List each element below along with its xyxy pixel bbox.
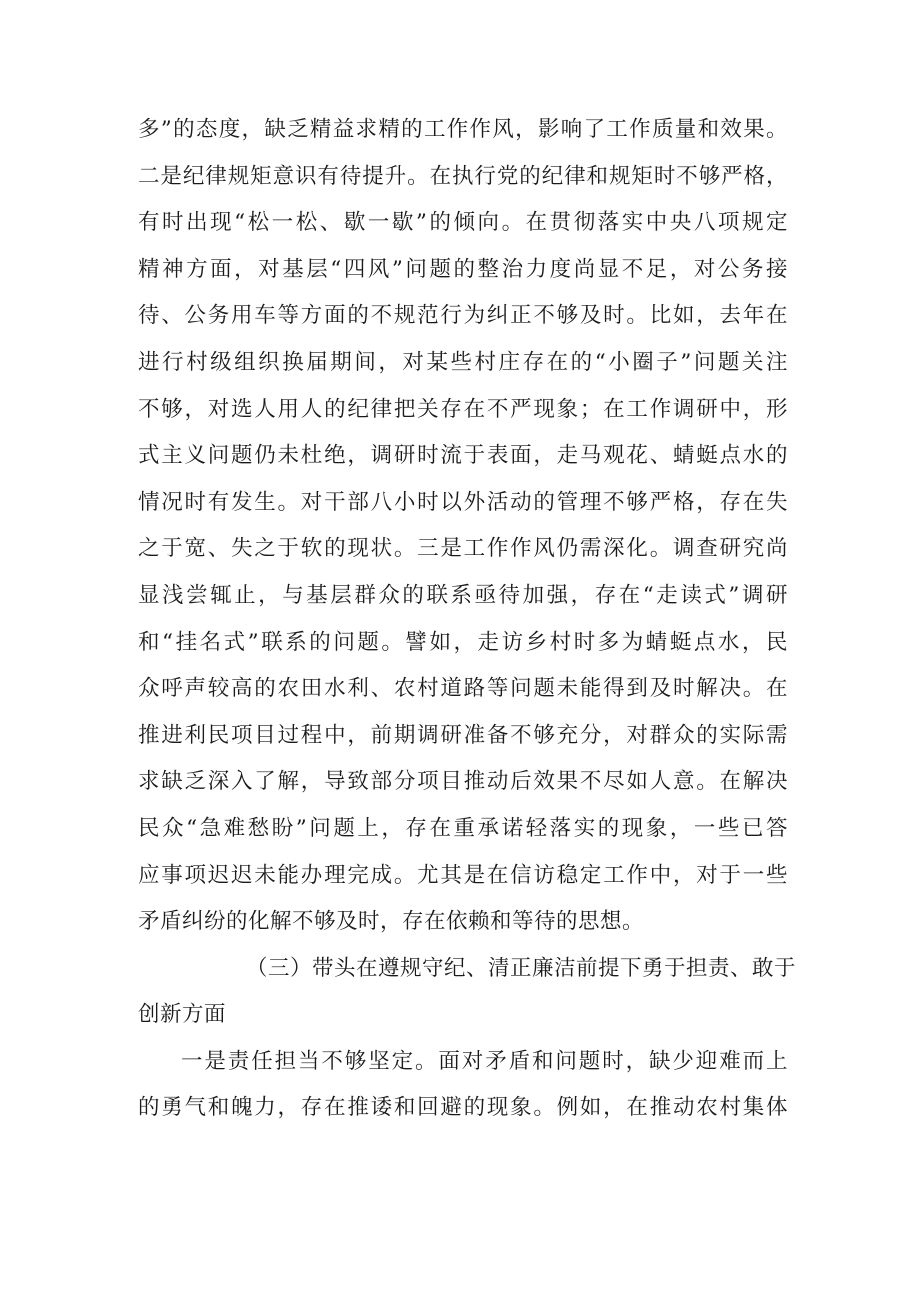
text-line: 的勇气和魄力，存在推诿和回避的现象。例如，在推动农村集体: [138, 1095, 788, 1121]
text-line: 二是纪律规矩意识有待提升。在执行党的纪律和规矩时不够严格，: [138, 163, 788, 189]
text-line: 推进利民项目过程中，前期调研准备不够充分，对群众的实际需: [138, 722, 788, 748]
body-paragraph: [138, 107, 788, 946]
text-line: 有时出现“松一松、歇一歇”的倾向。在贯彻落实中央八项规定: [138, 210, 788, 236]
heading-line: （三）带头在遵规守纪、清正廉洁前提下勇于担责、敢于: [246, 955, 797, 981]
text-line: 矛盾纠纷的化解不够及时，存在依赖和等待的思想。: [138, 909, 645, 935]
text-line: 一是责任担当不够坚定。面对矛盾和问题时，缺少迎难而上: [181, 1048, 788, 1074]
text-line: 求缺乏深入了解，导致部分项目推动后效果不尽如人意。在解决: [138, 769, 788, 795]
text-line: 不够，对选人用人的纪律把关存在不严现象；在工作调研中，形: [138, 396, 788, 422]
text-line: 显浅尝辄止，与基层群众的联系亟待加强，存在“走读式”调研: [138, 582, 788, 608]
document-page: [138, 107, 797, 1132]
text-line: 待、公务用车等方面的不规范行为纠正不够及时。比如，去年在: [138, 303, 788, 329]
text-line: 之于宽、失之于软的现状。三是工作作风仍需深化。调查研究尚: [138, 536, 788, 562]
text-line: 精神方面，对基层“四风”问题的整治力度尚显不足，对公务接: [138, 256, 788, 282]
section-heading: [138, 946, 797, 1039]
text-line: 式主义问题仍未杜绝，调研时流于表面，走马观花、蜻蜓点水的: [138, 443, 788, 469]
text-line: 和“挂名式”联系的问题。譬如，走访乡村时多为蜻蜓点水，民: [138, 629, 788, 655]
text-line: 众呼声较高的农田水利、农村道路等问题未能得到及时解决。在: [138, 676, 788, 702]
text-line: 多”的态度，缺乏精益求精的工作作风，影响了工作质量和效果。: [138, 117, 788, 142]
text-line: 应事项迟迟未能办理完成。尤其是在信访稳定工作中，对于一些: [138, 862, 788, 888]
heading-line: 创新方面: [138, 1002, 227, 1028]
text-line: 进行村级组织换届期间，对某些村庄存在的“小圈子”问题关注: [138, 349, 788, 375]
text-line: 民众“急难愁盼”问题上，存在重承诺轻落实的现象，一些已答: [138, 815, 788, 841]
section-paragraph: [138, 1039, 788, 1132]
text-line: 情况时有发生。对干部八小时以外活动的管理不够严格，存在失: [138, 489, 788, 515]
